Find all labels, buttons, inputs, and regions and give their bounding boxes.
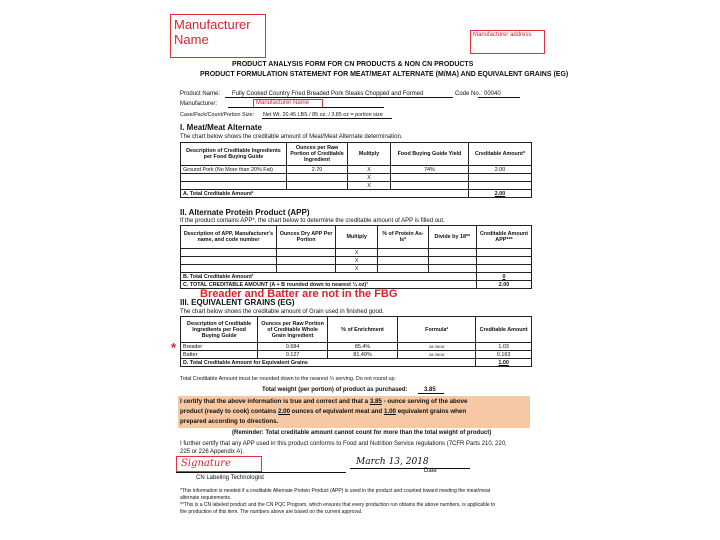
certify-line-2 <box>180 408 466 415</box>
date-label: Date <box>424 468 437 474</box>
product-name-value: Fully Cooked Country Fried Breaded Pork Steaks Chopped and Formed <box>232 91 424 97</box>
table-cell: X <box>348 166 391 174</box>
table-cell <box>378 257 428 265</box>
manufacturer-address-callout: Manufacturer address <box>470 30 545 54</box>
table-cell <box>181 265 277 273</box>
total-row <box>181 359 532 367</box>
table-cell <box>477 249 532 257</box>
table-cell <box>428 257 476 265</box>
signature: Signature <box>181 458 232 469</box>
table-cell: X <box>336 257 378 265</box>
grains-col-header: Description of Creditable Ingredients per Food Buying Guide <box>181 317 258 343</box>
app-total-c-label: C. TOTAL CREDITABLE AMOUNT (A + B rounded down to nearest ¼ oz)¹ <box>181 281 477 289</box>
footnote-app: *This information is needed if a creditable Alternate Protein Product (APP) is used in the product and counted toward meeting the meat/meat <box>180 488 491 494</box>
table-cell: Batter <box>181 351 258 359</box>
table-cell: 81.49% <box>327 351 397 359</box>
table-cell: Ground Pork (No More than 20% Fat) <box>181 166 287 174</box>
table-cell <box>286 182 347 190</box>
app-col-header: Creditable Amount APP*** <box>477 226 532 249</box>
certify-portion-value: 3.85 <box>369 398 382 405</box>
table-cell: Breader <box>181 343 258 351</box>
case-value: Net Wt. 20.45 LBS / 85 oz. / 3.85 oz = portion size <box>263 112 383 118</box>
total-weight-value: 3.85 <box>424 387 436 393</box>
product-name-label: Product Name: <box>180 91 221 97</box>
product-name-line <box>225 97 453 98</box>
table-cell: X <box>348 182 391 190</box>
table-row <box>181 182 532 190</box>
table-cell <box>378 265 428 273</box>
date-line <box>350 468 470 469</box>
table-cell: X <box>336 249 378 257</box>
section-meat-intro: The chart below shows the creditable amount of Meat/Meat Alternate determination. <box>180 134 403 140</box>
table-cell <box>181 174 287 182</box>
case-label: Case/Pack/Count/Portion Size: <box>180 112 255 118</box>
table-cell: 28.35/16 <box>398 343 476 351</box>
app-total-b-value: 0 <box>477 273 532 281</box>
total-row <box>181 190 532 198</box>
app-total-c-value: 2.00 <box>477 281 532 289</box>
table-cell <box>477 257 532 265</box>
meat-col-header: Description of Creditable Ingredients per Food Buying Guide <box>181 143 287 166</box>
app-col-header: Multiply <box>336 226 378 249</box>
table-cell <box>468 182 531 190</box>
table-cell <box>477 265 532 273</box>
table-cell <box>428 249 476 257</box>
signature-box <box>176 456 262 472</box>
rounding-note: Total Creditable Amount must be rounded down to the nearest ¼ serving. Do not round up. <box>180 376 397 382</box>
table-cell: 85.4% <box>327 343 397 351</box>
meat-col-header: Creditable Amount* <box>468 143 531 166</box>
meat-col-header: Ounces per Raw Portion of Creditable Ingredient <box>286 143 347 166</box>
app-table <box>180 225 532 289</box>
table-row <box>181 257 532 265</box>
table-cell: 2.00 <box>468 166 531 174</box>
breader-batter-note: Breader and Batter are not in the FBG <box>200 288 398 300</box>
signature-line <box>176 472 346 473</box>
code-label: Code No.: <box>455 91 483 97</box>
table-cell: X <box>336 265 378 273</box>
table-row <box>181 351 532 359</box>
grains-total-label: D. Total Creditable Amount for Equivalent Grains <box>181 359 476 367</box>
table-cell: 0.684 <box>258 343 328 351</box>
code-value: 00040 <box>484 91 501 97</box>
app-col-header: Divide by 18** <box>428 226 476 249</box>
section-grains-intro: The chart below shows the creditable amount of Grain used in finished good. <box>180 309 384 315</box>
signature-date-value: March 13, 2018 <box>356 457 429 467</box>
table-cell: X <box>348 174 391 182</box>
table-cell <box>181 257 277 265</box>
table-cell: 74% <box>390 166 468 174</box>
table-cell <box>277 265 336 273</box>
grains-col-header: Ounces per Raw Portion of Creditable Whole Grain Ingredient <box>258 317 328 343</box>
grains-col-header: Creditable Amount <box>476 317 532 343</box>
app-col-header: Ounces Dry APP Per Portion <box>277 226 336 249</box>
app-col-header: Description of APP, Manufacturer's name, and code number <box>181 226 277 249</box>
certify-line-1 <box>180 398 468 405</box>
total-row <box>181 273 532 281</box>
grains-col-header: % of Enrichment <box>327 317 397 343</box>
manufacturer-line <box>228 107 384 108</box>
section-meat-title: I. Meat/Meat Alternate <box>180 123 262 132</box>
section-app-intro: If the product contains APP*, the chart below to determine the creditable amount of APP is filled out. <box>180 218 445 224</box>
footnote-app-cont: alternate requirements. <box>180 495 232 501</box>
reminder-text: (Reminder: Total creditable amount cannot count for more than the total weight of product) <box>232 430 492 436</box>
meat-table <box>180 142 532 198</box>
footnote-cn-cont: the production of this item. The numbers above are based on the current approval. <box>180 509 363 515</box>
app-certify-line-1: I further certify that any APP used in this product conforms to Food and Nutrition Service regulations (7CFR Parts 210, 220, <box>180 441 507 447</box>
certify-text: - ounce serving of the above <box>383 398 468 405</box>
form-title: PRODUCT ANALYSIS FORM FOR CN PRODUCTS & NON CN PRODUCTS <box>232 61 474 68</box>
manufacturer-name-inline: Manufacturer Name <box>253 99 323 108</box>
table-row <box>181 166 532 174</box>
grains-table <box>180 316 532 367</box>
table-cell <box>286 174 347 182</box>
grains-total-value: 1.00 <box>476 359 532 367</box>
case-line <box>262 118 392 119</box>
section-grains-title: III. EQUIVALENT GRAINS (EG) <box>180 298 295 307</box>
table-cell: 2.70 <box>286 166 347 174</box>
table-cell <box>390 182 468 190</box>
app-certify-line-2: 225 or 226 Appendix A). <box>180 449 245 455</box>
meat-total-label: A. Total Creditable Amount¹ <box>181 190 469 198</box>
table-cell <box>468 174 531 182</box>
certify-line-3: prepared according to directions. <box>180 418 279 425</box>
certify-meat-value: 2.00 <box>278 408 291 415</box>
certify-text: I certify that the above information is true and correct and that a <box>180 398 369 405</box>
total-weight-label: Total weight (per portion) of product as purchased: <box>262 387 408 393</box>
footnote-cn: **This is a CN labeled product and the CN PQC Program, which ensures that every production run obtains the above numbers, is applicable to <box>180 502 496 508</box>
app-total-b-label: B. Total Creditable Amount¹ <box>181 273 477 281</box>
signer-title: CN Labeling Technologist <box>196 475 264 481</box>
table-cell: 1.03 <box>476 343 532 351</box>
meat-col-header: Food Buying Guide Yield <box>390 143 468 166</box>
table-row <box>181 265 532 273</box>
grains-col-header: Formula² <box>398 317 476 343</box>
manufacturer-label: Manufacturer: <box>180 101 218 107</box>
certify-text: ounces of equivalent meat and <box>291 408 383 415</box>
table-cell: 0.127 <box>258 351 328 359</box>
table-cell: 0.163 <box>476 351 532 359</box>
certify-grain-value: 1.00 <box>383 408 396 415</box>
code-line <box>478 97 520 98</box>
table-row <box>181 343 532 351</box>
section-app-title: II. Alternate Protein Product (APP) <box>180 208 310 217</box>
meat-col-header: Multiply <box>348 143 391 166</box>
total-weight-line <box>418 393 444 394</box>
app-col-header: % of Protein As-Is* <box>378 226 428 249</box>
table-cell <box>277 249 336 257</box>
table-row <box>181 249 532 257</box>
table-cell <box>428 265 476 273</box>
form-subtitle: PRODUCT FORMULATION STATEMENT FOR MEAT/MEAT ALTERNATE (M/MA) AND EQUIVALENT GRAINS (EG) <box>200 71 569 78</box>
manufacturer-name-callout: Manufacturer Name <box>170 14 266 58</box>
table-cell <box>181 249 277 257</box>
table-cell <box>277 257 336 265</box>
table-cell <box>390 174 468 182</box>
meat-total-value: 2.00 <box>468 190 531 198</box>
certify-text: product (ready to cook) contains <box>180 408 277 415</box>
table-row <box>181 174 532 182</box>
table-cell: 28.35/16 <box>398 351 476 359</box>
table-cell <box>181 182 287 190</box>
asterisk-marker: * <box>171 340 177 355</box>
table-cell <box>378 249 428 257</box>
certify-text: equivalent grains when <box>397 408 467 415</box>
